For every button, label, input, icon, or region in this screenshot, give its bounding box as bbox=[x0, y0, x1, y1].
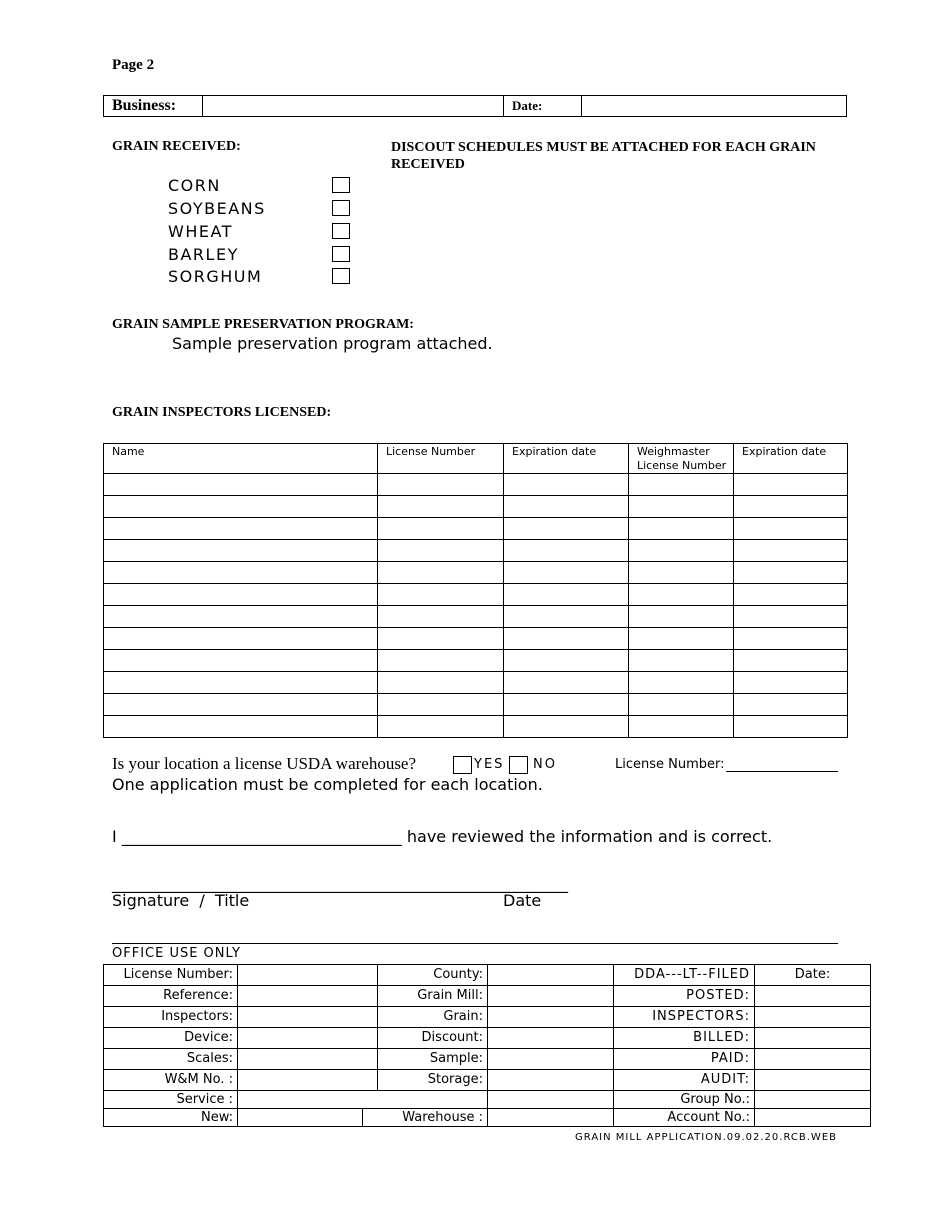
inspector-cell[interactable] bbox=[734, 584, 848, 606]
certification-statement: I ___________________________________ have reviewed the information and is correct. bbox=[112, 827, 773, 846]
office-label-sample: Sample: bbox=[378, 1049, 488, 1070]
office-field[interactable] bbox=[755, 1070, 871, 1091]
office-label-service: Service : bbox=[104, 1091, 238, 1109]
inspector-cell[interactable] bbox=[378, 606, 504, 628]
inspector-cell[interactable] bbox=[629, 518, 734, 540]
inspector-cell[interactable] bbox=[734, 562, 848, 584]
office-field[interactable] bbox=[488, 965, 614, 986]
inspectors-rows bbox=[104, 474, 848, 738]
grain-item-sorghum: SORGHUM bbox=[168, 267, 263, 286]
office-divider bbox=[112, 943, 838, 944]
inspector-cell[interactable] bbox=[104, 496, 378, 518]
grain-received-heading: GRAIN RECEIVED: bbox=[112, 139, 241, 154]
office-label-posted: POSTED: bbox=[614, 986, 755, 1007]
office-row bbox=[104, 1007, 871, 1028]
inspector-row bbox=[104, 474, 848, 496]
usda-yes-label: YES bbox=[474, 757, 505, 772]
inspector-row bbox=[104, 496, 848, 518]
inspector-cell[interactable] bbox=[734, 650, 848, 672]
office-label-reference: Reference: bbox=[104, 986, 238, 1007]
inspectors-heading: GRAIN INSPECTORS LICENSED: bbox=[112, 405, 332, 420]
preservation-text: Sample preservation program attached. bbox=[172, 334, 493, 353]
office-label-discount: Discount: bbox=[378, 1028, 488, 1049]
inspector-cell[interactable] bbox=[104, 606, 378, 628]
inspector-cell[interactable] bbox=[504, 562, 629, 584]
inspector-cell[interactable] bbox=[504, 628, 629, 650]
inspector-cell[interactable] bbox=[734, 474, 848, 496]
inspector-cell[interactable] bbox=[734, 540, 848, 562]
office-row bbox=[104, 1028, 871, 1049]
office-label-billed: BILLED: bbox=[614, 1028, 755, 1049]
inspector-cell[interactable] bbox=[378, 716, 504, 738]
inspectors-header-row bbox=[104, 444, 848, 474]
inspector-row bbox=[104, 672, 848, 694]
inspector-cell[interactable] bbox=[104, 650, 378, 672]
office-field[interactable] bbox=[755, 1007, 871, 1028]
office-field[interactable] bbox=[755, 1109, 871, 1127]
inspector-cell[interactable] bbox=[104, 716, 378, 738]
inspector-cell[interactable] bbox=[504, 474, 629, 496]
inspector-cell[interactable] bbox=[504, 540, 629, 562]
corn-checkbox[interactable] bbox=[332, 177, 350, 193]
office-field[interactable] bbox=[488, 1109, 614, 1127]
inspector-cell[interactable] bbox=[504, 518, 629, 540]
barley-checkbox[interactable] bbox=[332, 246, 350, 262]
business-label: Business: bbox=[104, 96, 203, 116]
inspector-cell[interactable] bbox=[378, 540, 504, 562]
inspector-row bbox=[104, 606, 848, 628]
office-field[interactable] bbox=[755, 1091, 871, 1109]
soybeans-checkbox[interactable] bbox=[332, 200, 350, 216]
inspector-cell[interactable] bbox=[378, 672, 504, 694]
office-field[interactable] bbox=[488, 1070, 614, 1091]
inspector-cell[interactable] bbox=[734, 672, 848, 694]
col-name: Name bbox=[104, 444, 378, 474]
office-label-inspectors: Inspectors: bbox=[104, 1007, 238, 1028]
inspector-cell[interactable] bbox=[504, 496, 629, 518]
business-date-row bbox=[103, 95, 847, 117]
grain-item-corn: CORN bbox=[168, 176, 221, 195]
office-label-filed: DDA---LT--FILED bbox=[614, 965, 755, 986]
col-license-number: License Number bbox=[378, 444, 504, 474]
office-row bbox=[104, 986, 871, 1007]
office-label-date: Date: bbox=[755, 965, 871, 986]
col-weighmaster-expiration: Expiration date bbox=[734, 444, 848, 474]
inspector-cell[interactable] bbox=[629, 562, 734, 584]
inspector-cell[interactable] bbox=[629, 672, 734, 694]
inspector-cell[interactable] bbox=[629, 628, 734, 650]
inspector-cell[interactable] bbox=[378, 474, 504, 496]
inspector-row bbox=[104, 716, 848, 738]
discount-notice: DISCOUT SCHEDULES MUST BE ATTACHED FOR EACH GRAIN RECEIVED bbox=[391, 140, 816, 172]
inspector-cell[interactable] bbox=[734, 518, 848, 540]
office-label-device: Device: bbox=[104, 1028, 238, 1049]
inspector-cell[interactable] bbox=[734, 694, 848, 716]
inspector-cell[interactable] bbox=[629, 474, 734, 496]
usda-no-checkbox[interactable] bbox=[509, 756, 528, 774]
office-field[interactable] bbox=[238, 1049, 378, 1070]
inspector-row bbox=[104, 694, 848, 716]
page-number: Page 2 bbox=[112, 57, 155, 73]
inspector-cell[interactable] bbox=[504, 606, 629, 628]
inspector-cell[interactable] bbox=[629, 650, 734, 672]
inspector-cell[interactable] bbox=[378, 650, 504, 672]
office-label-paid: PAID: bbox=[614, 1049, 755, 1070]
inspector-cell[interactable] bbox=[504, 694, 629, 716]
inspector-cell[interactable] bbox=[504, 584, 629, 606]
office-field[interactable] bbox=[238, 1028, 378, 1049]
office-label-inspectors-status: INSPECTORS: bbox=[614, 1007, 755, 1028]
inspector-cell[interactable] bbox=[104, 540, 378, 562]
office-label-group-no: Group No.: bbox=[614, 1091, 755, 1109]
usda-yes-checkbox[interactable] bbox=[453, 756, 472, 774]
inspector-cell[interactable] bbox=[629, 540, 734, 562]
office-row bbox=[104, 1070, 871, 1091]
inspector-row bbox=[104, 540, 848, 562]
signature-date-label: Date bbox=[503, 891, 542, 910]
inspector-cell[interactable] bbox=[104, 562, 378, 584]
office-label-grain: Grain: bbox=[378, 1007, 488, 1028]
usda-question: Is your location a license USDA warehouse? bbox=[112, 754, 417, 773]
office-field[interactable] bbox=[488, 1049, 614, 1070]
inspector-cell[interactable] bbox=[504, 672, 629, 694]
grain-item-wheat: WHEAT bbox=[168, 222, 233, 241]
grain-item-soybeans: SOYBEANS bbox=[168, 199, 266, 218]
inspector-cell[interactable] bbox=[104, 584, 378, 606]
col-expiration-date: Expiration date bbox=[504, 444, 629, 474]
inspector-row bbox=[104, 562, 848, 584]
office-field[interactable] bbox=[488, 1028, 614, 1049]
office-row bbox=[104, 1091, 871, 1109]
preservation-heading: GRAIN SAMPLE PRESERVATION PROGRAM: bbox=[112, 317, 414, 332]
inspector-cell[interactable] bbox=[104, 694, 378, 716]
office-row bbox=[104, 965, 871, 986]
location-note: One application must be completed for each location. bbox=[112, 775, 543, 794]
office-field[interactable] bbox=[755, 986, 871, 1007]
inspector-cell[interactable] bbox=[104, 518, 378, 540]
inspector-cell[interactable] bbox=[734, 496, 848, 518]
inspector-cell[interactable] bbox=[378, 518, 504, 540]
office-label-license: License Number: bbox=[104, 965, 238, 986]
inspector-cell[interactable] bbox=[104, 474, 378, 496]
inspector-cell[interactable] bbox=[629, 694, 734, 716]
inspector-cell[interactable] bbox=[734, 628, 848, 650]
inspector-cell[interactable] bbox=[629, 716, 734, 738]
office-field[interactable] bbox=[238, 1007, 378, 1028]
office-field[interactable] bbox=[755, 1028, 871, 1049]
office-field[interactable] bbox=[238, 965, 378, 986]
office-label-new: New: bbox=[104, 1109, 238, 1127]
office-row bbox=[104, 1109, 871, 1127]
office-label-grain-mill: Grain Mill: bbox=[378, 986, 488, 1007]
sorghum-checkbox[interactable] bbox=[332, 268, 350, 284]
inspector-cell[interactable] bbox=[629, 606, 734, 628]
business-field[interactable] bbox=[203, 96, 504, 116]
office-label-audit: AUDIT: bbox=[614, 1070, 755, 1091]
col-weighmaster-license: Weighmaster License Number bbox=[629, 444, 734, 474]
office-field[interactable] bbox=[488, 986, 614, 1007]
office-label-wm-no: W&M No. : bbox=[104, 1070, 238, 1091]
office-label-warehouse: Warehouse : bbox=[363, 1109, 488, 1127]
office-label-storage: Storage: bbox=[378, 1070, 488, 1091]
office-field[interactable] bbox=[238, 1070, 378, 1091]
inspector-cell[interactable] bbox=[104, 672, 378, 694]
office-field[interactable] bbox=[238, 986, 378, 1007]
office-label-county: County: bbox=[378, 965, 488, 986]
grain-item-barley: BARLEY bbox=[168, 245, 239, 264]
inspector-cell[interactable] bbox=[504, 716, 629, 738]
inspectors-table bbox=[103, 443, 848, 738]
date-label: Date: bbox=[504, 96, 582, 116]
office-field[interactable] bbox=[238, 1091, 488, 1109]
office-label-account-no: Account No.: bbox=[614, 1109, 755, 1127]
inspector-row bbox=[104, 518, 848, 540]
inspector-row bbox=[104, 628, 848, 650]
inspector-cell[interactable] bbox=[629, 584, 734, 606]
inspector-cell[interactable] bbox=[104, 628, 378, 650]
office-field[interactable] bbox=[755, 1049, 871, 1070]
office-label-scales: Scales: bbox=[104, 1049, 238, 1070]
signature-title-label: Signature / Title bbox=[112, 891, 250, 910]
inspector-cell[interactable] bbox=[378, 584, 504, 606]
inspector-row bbox=[104, 584, 848, 606]
date-field[interactable] bbox=[582, 96, 846, 116]
inspector-cell[interactable] bbox=[504, 650, 629, 672]
usda-no-label: NO bbox=[533, 757, 557, 772]
wheat-checkbox[interactable] bbox=[332, 223, 350, 239]
inspector-cell[interactable] bbox=[378, 694, 504, 716]
signature-line[interactable]: _________________________________________________________ bbox=[112, 874, 568, 893]
office-use-heading: OFFICE USE ONLY bbox=[112, 946, 241, 961]
office-field[interactable] bbox=[238, 1109, 363, 1127]
inspector-cell[interactable] bbox=[378, 562, 504, 584]
footer-form-id: GRAIN MILL APPLICATION.09.02.20.RCB.WEB bbox=[575, 1132, 837, 1143]
inspector-cell[interactable] bbox=[734, 716, 848, 738]
usda-license-field[interactable] bbox=[726, 771, 838, 772]
office-row bbox=[104, 1049, 871, 1070]
inspector-cell[interactable] bbox=[734, 606, 848, 628]
inspector-cell[interactable] bbox=[629, 496, 734, 518]
inspector-row bbox=[104, 650, 848, 672]
inspector-cell[interactable] bbox=[378, 496, 504, 518]
inspector-cell[interactable] bbox=[378, 628, 504, 650]
office-field[interactable] bbox=[488, 1007, 614, 1028]
office-field[interactable] bbox=[488, 1091, 614, 1109]
office-use-table bbox=[103, 964, 871, 1127]
usda-license-label: License Number: bbox=[615, 757, 725, 772]
